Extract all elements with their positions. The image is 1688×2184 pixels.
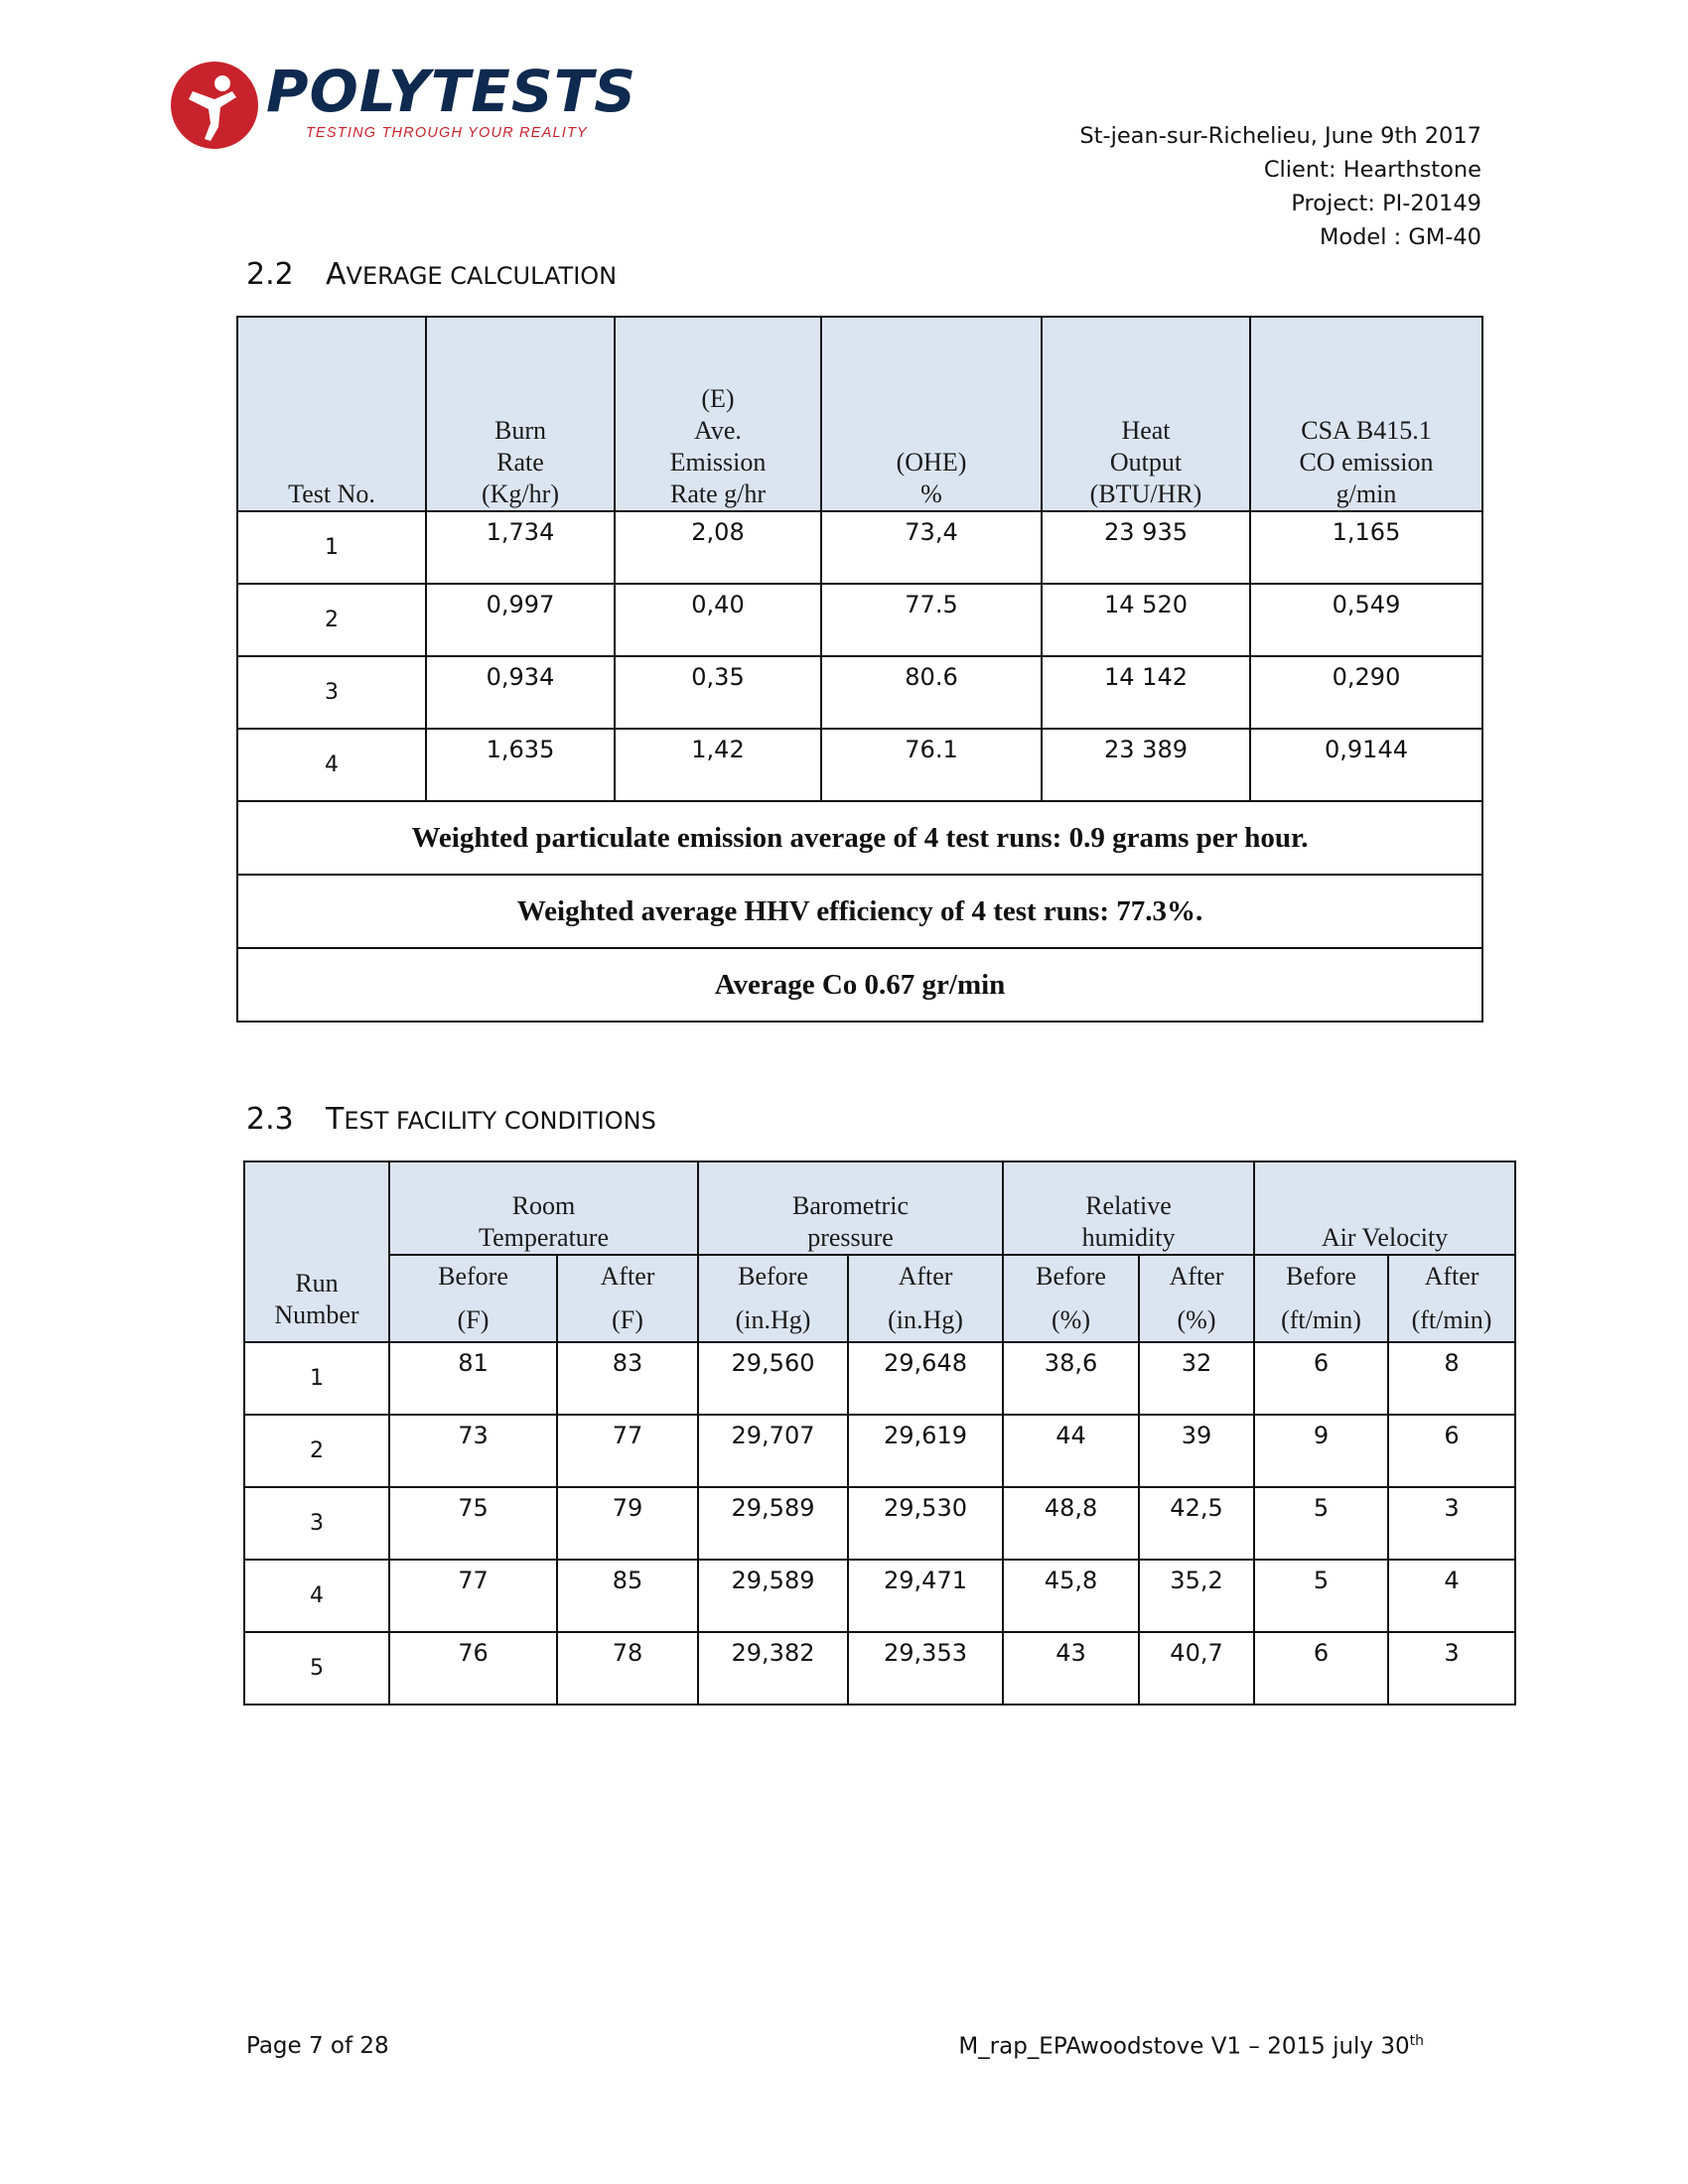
document-reference-suffix: th	[1409, 2033, 1424, 2049]
velocity-before-cell: 5	[1254, 1487, 1388, 1560]
temp-before-cell: 75	[389, 1487, 557, 1560]
average-co-summary: Average Co 0.67 gr/min	[237, 948, 1482, 1022]
run-number-cell: 4	[244, 1560, 389, 1632]
pressure-after-cell: 29,648	[848, 1342, 1003, 1415]
group-header-barometric-pressure: Barometric pressure	[698, 1161, 1003, 1255]
humidity-before-cell: 38,6	[1003, 1342, 1139, 1415]
test-facility-conditions-table	[243, 1160, 1516, 1706]
velocity-after-cell: 3	[1388, 1487, 1515, 1560]
group-header-air-velocity: Air Velocity	[1254, 1161, 1515, 1255]
table-header-row	[237, 317, 1482, 511]
subheader-temp-after: After (F)	[557, 1255, 698, 1342]
table-row	[244, 1560, 1515, 1632]
co-emission-cell: 1,165	[1250, 511, 1482, 584]
co-emission-cell: 0,549	[1250, 584, 1482, 656]
summary-row	[237, 948, 1482, 1022]
pressure-before-cell: 29,707	[698, 1415, 848, 1487]
pressure-before-cell: 29,560	[698, 1342, 848, 1415]
velocity-before-cell: 9	[1254, 1415, 1388, 1487]
group-header-relative-humidity: Relative humidity	[1003, 1161, 1254, 1255]
test-no-cell: 2	[237, 584, 426, 656]
particulate-emission-summary: Weighted particulate emission average of 4 test runs: 0.9 grams per hour.	[237, 801, 1482, 875]
hhv-efficiency-summary: Weighted average HHV efficiency of 4 test runs: 77.3%.	[237, 875, 1482, 948]
co-emission-cell: 0,290	[1250, 656, 1482, 729]
running-figure-icon	[171, 62, 258, 149]
run-number-cell: 1	[244, 1342, 389, 1415]
subheader-velocity-after: After (ft/min)	[1388, 1255, 1515, 1342]
col-header-heat-output: Heat Output (BTU/HR)	[1042, 317, 1250, 511]
humidity-before-cell: 48,8	[1003, 1487, 1139, 1560]
table-row	[237, 729, 1482, 801]
co-emission-cell: 0,9144	[1250, 729, 1482, 801]
temp-after-cell: 78	[557, 1632, 698, 1705]
temp-after-cell: 79	[557, 1487, 698, 1560]
humidity-after-cell: 40,7	[1139, 1632, 1254, 1705]
table-row	[244, 1415, 1515, 1487]
col-header-co-emission: CSA B415.1 CO emission g/min	[1250, 317, 1482, 511]
emission-rate-cell: 0,40	[615, 584, 821, 656]
pressure-after-cell: 29,619	[848, 1415, 1003, 1487]
table-subheader-row	[244, 1255, 1515, 1342]
subheader-velocity-before: Before (ft/min)	[1254, 1255, 1388, 1342]
col-header-run-number: Run Number	[244, 1161, 389, 1342]
subheader-pressure-before: Before (in.Hg)	[698, 1255, 848, 1342]
page-number: Page 7 of 28	[246, 2033, 389, 2059]
run-number-cell: 3	[244, 1487, 389, 1560]
heat-output-cell: 14 520	[1042, 584, 1250, 656]
average-calculation-table	[236, 316, 1483, 1023]
ohe-cell: 76.1	[821, 729, 1042, 801]
velocity-after-cell: 6	[1388, 1415, 1515, 1487]
temp-before-cell: 76	[389, 1632, 557, 1705]
temp-before-cell: 77	[389, 1560, 557, 1632]
section-heading-average	[246, 257, 617, 292]
meta-client: Client: Hearthstone	[1263, 157, 1481, 183]
temp-before-cell: 73	[389, 1415, 557, 1487]
pressure-after-cell: 29,353	[848, 1632, 1003, 1705]
pressure-after-cell: 29,471	[848, 1560, 1003, 1632]
table-row	[237, 511, 1482, 584]
humidity-before-cell: 44	[1003, 1415, 1139, 1487]
velocity-before-cell: 6	[1254, 1632, 1388, 1705]
table-row	[244, 1487, 1515, 1560]
section-number: 2.3	[246, 1102, 294, 1137]
table-row	[237, 584, 1482, 656]
logo-wordmark: POLYTESTS	[266, 58, 637, 125]
temp-before-cell: 81	[389, 1342, 557, 1415]
heat-output-cell: 23 389	[1042, 729, 1250, 801]
meta-location-date: St-jean-sur-Richelieu, June 9th 2017	[1079, 123, 1481, 149]
pressure-before-cell: 29,382	[698, 1632, 848, 1705]
test-no-cell: 4	[237, 729, 426, 801]
heat-output-cell: 14 142	[1042, 656, 1250, 729]
group-header-room-temperature: Room Temperature	[389, 1161, 698, 1255]
velocity-before-cell: 5	[1254, 1560, 1388, 1632]
humidity-after-cell: 42,5	[1139, 1487, 1254, 1560]
col-header-ohe: (OHE) %	[821, 317, 1042, 511]
section-title-initial: A	[326, 257, 347, 292]
humidity-before-cell: 43	[1003, 1632, 1139, 1705]
humidity-before-cell: 45,8	[1003, 1560, 1139, 1632]
ohe-cell: 77.5	[821, 584, 1042, 656]
table-row	[244, 1632, 1515, 1705]
ohe-cell: 73,4	[821, 511, 1042, 584]
burn-rate-cell: 1,734	[426, 511, 615, 584]
col-header-burn-rate: Burn Rate (Kg/hr)	[426, 317, 615, 511]
emission-rate-cell: 0,35	[615, 656, 821, 729]
logo-tagline: TESTING THROUGH YOUR REALITY	[306, 125, 588, 141]
document-reference-text: M_rap_EPAwoodstove V1 – 2015 july 30	[958, 2033, 1410, 2060]
test-no-cell: 3	[237, 656, 426, 729]
document-reference	[958, 2033, 1424, 2060]
humidity-after-cell: 32	[1139, 1342, 1254, 1415]
run-number-cell: 2	[244, 1415, 389, 1487]
subheader-humidity-after: After (%)	[1139, 1255, 1254, 1342]
velocity-after-cell: 8	[1388, 1342, 1515, 1415]
burn-rate-cell: 1,635	[426, 729, 615, 801]
velocity-before-cell: 6	[1254, 1342, 1388, 1415]
table-row	[244, 1342, 1515, 1415]
burn-rate-cell: 0,934	[426, 656, 615, 729]
summary-row	[237, 875, 1482, 948]
ohe-cell: 80.6	[821, 656, 1042, 729]
table-group-header-row	[244, 1161, 1515, 1255]
velocity-after-cell: 3	[1388, 1632, 1515, 1705]
temp-after-cell: 85	[557, 1560, 698, 1632]
pressure-after-cell: 29,530	[848, 1487, 1003, 1560]
subheader-pressure-after: After (in.Hg)	[848, 1255, 1003, 1342]
meta-model: Model : GM-40	[1319, 224, 1481, 250]
summary-row	[237, 801, 1482, 875]
burn-rate-cell: 0,997	[426, 584, 615, 656]
section-title-rest: EST FACILITY CONDITIONS	[344, 1107, 656, 1135]
meta-project: Project: PI-20149	[1291, 191, 1481, 216]
polytests-logo	[169, 58, 637, 147]
emission-rate-cell: 2,08	[615, 511, 821, 584]
section-title-initial: T	[326, 1102, 345, 1137]
section-heading-facility	[246, 1102, 656, 1137]
pressure-before-cell: 29,589	[698, 1560, 848, 1632]
section-number: 2.2	[246, 257, 294, 292]
velocity-after-cell: 4	[1388, 1560, 1515, 1632]
table-row	[237, 656, 1482, 729]
heat-output-cell: 23 935	[1042, 511, 1250, 584]
col-header-test-no: Test No.	[237, 317, 426, 511]
section-title-rest: VERAGE CALCULATION	[346, 262, 618, 290]
run-number-cell: 5	[244, 1632, 389, 1705]
pressure-before-cell: 29,589	[698, 1487, 848, 1560]
test-no-cell: 1	[237, 511, 426, 584]
humidity-after-cell: 35,2	[1139, 1560, 1254, 1632]
report-meta	[1079, 119, 1481, 254]
subheader-humidity-before: Before (%)	[1003, 1255, 1139, 1342]
subheader-temp-before: Before (F)	[389, 1255, 557, 1342]
emission-rate-cell: 1,42	[615, 729, 821, 801]
humidity-after-cell: 39	[1139, 1415, 1254, 1487]
temp-after-cell: 83	[557, 1342, 698, 1415]
temp-after-cell: 77	[557, 1415, 698, 1487]
col-header-emission-rate: (E) Ave. Emission Rate g/hr	[615, 317, 821, 511]
